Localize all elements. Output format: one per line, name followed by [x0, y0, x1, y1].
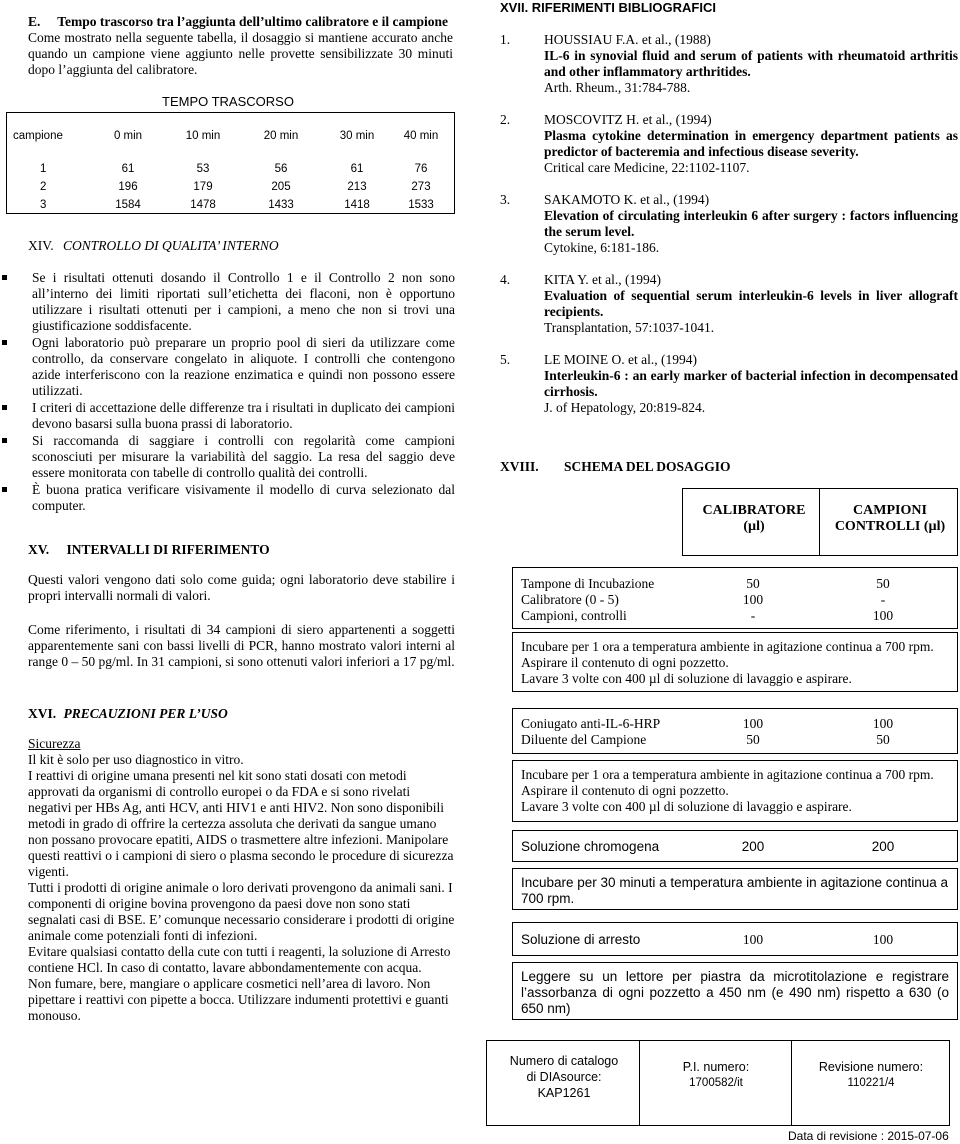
instruction-line: Incubare per 1 ora a temperatura ambiente in agitazione continua a 700 rpm.: [521, 639, 934, 654]
instruction-line: Lavare 3 volte con 400 µl di soluzione di lavaggio e aspirare.: [521, 671, 852, 686]
incubation-step-2: [512, 760, 958, 822]
revision-date: Data di revisione : 2015-07-06: [788, 1129, 949, 1143]
revision-number-value: 110221/4: [847, 1077, 895, 1089]
control-volume: -: [880, 592, 886, 607]
reference-number: 1.: [500, 32, 511, 47]
paragraph: I reattivi di origine umana presenti nel kit sono stati dosati con metodi approvati da organismi di controllo europei o da FDA e si sono rivelati negativi per HBs Ag, anti HCV, anti HIV1 e anti HIV2. Non sono disponibili metodi in grado di offrire la certezza assoluta che derivati da sangue umano non possano provocare epatiti, AIDS o trasmettere altre infezioni. Manipolare questi reattivi o i campioni di siero o plasma secondo le procedure di sicurezza vigenti.: [28, 768, 454, 879]
calibrator-volume: 100: [742, 592, 764, 607]
section-xiv-title: CONTROLLO DI QUALITA’ INTERNO: [63, 238, 279, 253]
incubation-step-1: [512, 632, 958, 692]
section-e-heading: E. Tempo trascorso tra l’aggiunta dell’ultimo calibratore e il campione: [28, 14, 448, 29]
section-xvi-body: [28, 736, 455, 1024]
table-cell: 53: [196, 163, 210, 175]
calibrator-column-header: CALIBRATORE (µl): [702, 503, 806, 534]
reference-title: Plasma cytokine determination in emergency department patients as predictor of bacteremia and infectious disease severity.: [544, 128, 958, 159]
paragraph: Evitare qualsiasi contatto della cute con tutti i reagenti, la soluzione di Arresto contiene HCl. In caso di contatto, lavare abbondamentemente con acqua.: [28, 944, 451, 975]
table-cell: 205: [271, 181, 291, 193]
table-cell: 76: [414, 163, 428, 175]
table-cell: 61: [121, 163, 135, 175]
section-xv-num: XV.: [28, 542, 50, 557]
calibrator-volume: -: [750, 608, 756, 623]
dosage-step-1: [512, 567, 958, 629]
reference-journal: Cytokine, 6:181-186.: [544, 240, 660, 255]
step-label: Tampone di Incubazione: [521, 576, 655, 591]
time-table-header-row: [12, 122, 448, 150]
section-xv-p1: Questi valori vengono dati solo come guida; ogni laboratorio deve stabilire i propri intervalli normali di valori.: [28, 572, 455, 603]
table-row: [12, 196, 448, 214]
table-cell: 213: [347, 181, 367, 193]
section-xiv-bullets: [0, 270, 455, 515]
table-cell: 3: [40, 199, 47, 211]
section-xv-heading: [28, 542, 270, 558]
reading-step: [512, 962, 958, 1020]
control-volume: 50: [876, 576, 890, 591]
reference-title: Elevation of circulating interleukin 6 after surgery : factors influencing the serum level.: [544, 208, 958, 239]
instruction-line: Lavare 3 volte con 400 µl di soluzione di lavaggio e aspirare.: [521, 799, 852, 814]
reference-item: [500, 192, 958, 256]
reference-journal: Arth. Rheum., 31:784-788.: [544, 80, 691, 95]
dosage-column-headers: [682, 488, 958, 556]
calibrator-volume: 200: [741, 839, 765, 854]
table-header: 30 min: [339, 130, 375, 142]
paragraph: Tutti i prodotti di origine animale o loro derivati provengono da animali sani. I componenti di origine bovina provengono da paesi dove non sono stati segnalati casi di BSE. E’ comunque necessario considerare i prodotti di origine animale come potenziali fonti di infezioni.: [28, 880, 455, 943]
table-header: 40 min: [403, 130, 439, 142]
step-label: Diluente del Campione: [521, 732, 647, 747]
table-cell: 196: [118, 181, 138, 193]
table-header: 0 min: [113, 130, 143, 142]
calibrator-volume: 50: [746, 576, 760, 591]
revision-number-label: Revisione numero:: [818, 1060, 924, 1074]
reference-authors: LE MOINE O. et al., (1994): [544, 352, 697, 367]
controls-column-header: CAMPIONI CONTROLLI (µl): [834, 503, 946, 534]
step-label: Soluzione di arresto: [521, 932, 641, 947]
section-xv-p2: Come riferimento, i risultati di 34 campioni di siero appartenenti a soggetti apparentemente sani con bassi livelli di PCR, hanno mostrato valori interni al range 0 – 50 pg/ml. In 31 campioni, si sono ottenuti valori inferiori a 17 pg/ml.: [28, 622, 455, 669]
table-row: [12, 178, 448, 196]
table-cell: 1584: [115, 199, 141, 211]
dosage-step-chromogen: [512, 830, 958, 862]
reference-authors: SAKAMOTO K. et al., (1994): [544, 192, 710, 207]
safety-subtitle: Sicurezza: [28, 736, 81, 751]
list-item: Se i risultati ottenuti dosando il Controllo 1 e il Controllo 2 non sono all’interno dei limiti riportati sull’etichetta dei flaconi, non è opportuno utilizzare i risultati ottenuti per i campioni, a meno che non si trovi una giustificazione soddisfacente.: [0, 270, 455, 334]
section-xvi-num: XVI.: [28, 706, 57, 721]
paragraph: Non fumare, bere, mangiare o applicare cosmetici nell’area di lavoro. Non pipettare i reattivi con pipette a bocca. Utilizzare indumenti protettivi e guanti monouso.: [28, 976, 449, 1023]
reference-title: Interleukin-6 : an early marker of bacterial infection in decompensated cirrhosis.: [544, 368, 958, 399]
step-label: Coniugato anti-IL-6-HRP: [521, 716, 661, 731]
table-cell: 1533: [408, 199, 434, 211]
section-xviii-title: SCHEMA DEL DOSAGGIO: [564, 459, 731, 474]
table-header: 10 min: [185, 130, 221, 142]
table-cell: 2: [40, 181, 47, 193]
table-cell: 1478: [190, 199, 216, 211]
section-e-text: Come mostrato nella seguente tabella, il dosaggio si mantiene accurato anche quando un campione viene aggiunto nelle provette sensibilizzate 30 minuti dopo l’aggiunta del calibratore.: [28, 30, 453, 77]
table-header: 20 min: [263, 130, 299, 142]
reference-number: 3.: [500, 192, 511, 207]
control-volume: 50: [876, 732, 890, 747]
reference-journal: Critical care Medicine, 22:1102-1107.: [544, 160, 750, 175]
list-item: Si raccomanda di saggiare i controlli con regolarità come campioni sconosciuti per misurare la variabilità del saggio. La resa del saggio deve essere monitorata con tabelle di controllo qualità dei controlli.: [0, 433, 455, 481]
reference-title: IL-6 in synovial fluid and serum of patients with rheumatoid arthritis and other inflammatory arthritides.: [544, 48, 958, 79]
section-xiv-heading: [28, 238, 448, 254]
pi-number-value: 1700582/it: [689, 1077, 743, 1089]
step-label: Soluzione chromogena: [521, 839, 660, 854]
table-cell: 273: [411, 181, 431, 193]
step-label: Campioni, controlli: [521, 608, 627, 623]
section-e: [28, 14, 453, 78]
reference-journal: Transplantation, 57:1037-1041.: [544, 320, 715, 335]
reference-number: 4.: [500, 272, 511, 287]
instruction-line: Leggere su un lettore per piastra da microtitolazione e registrare l’assorbanza di ogni pozzetto a 450 nm (e 490 nm) rispetto a 630 (o 650 nm): [521, 969, 949, 1016]
reference-item: [500, 272, 958, 336]
dosage-step-stop: [512, 922, 958, 956]
calibrator-volume: 100: [742, 716, 764, 731]
table-cell: 1: [40, 163, 47, 175]
instruction-line: Incubare per 1 ora a temperatura ambiente in agitazione continua a 700 rpm.: [521, 767, 934, 782]
time-table-title: TEMPO TRASCORSO: [162, 94, 294, 109]
section-xiv-num: XIV.: [28, 238, 54, 253]
step-label: Calibratore (0 - 5): [521, 592, 619, 607]
pi-number-label: P.I. numero:: [682, 1060, 750, 1074]
instruction-line: Aspirare il contenuto di ogni pozzetto.: [521, 783, 729, 798]
table-cell: 1433: [268, 199, 294, 211]
table-cell: 1418: [344, 199, 370, 211]
table-row: [12, 160, 448, 178]
reference-journal: J. of Hepatology, 20:819-824.: [544, 400, 706, 415]
reference-title: Evaluation of sequential serum interleukin-6 levels in liver allograft recipients.: [544, 288, 958, 319]
reference-authors: HOUSSIAU F.A. et al., (1988): [544, 32, 711, 47]
reference-authors: KITA Y. et al., (1994): [544, 272, 662, 287]
catalog-number: Numero di catalogo di DIAsource: KAP1261: [509, 1054, 619, 1100]
reference-authors: MOSCOVITZ H. et al., (1994): [544, 112, 712, 127]
control-volume: 200: [871, 839, 895, 854]
table-cell: 61: [350, 163, 364, 175]
reference-item: [500, 32, 958, 96]
reference-item: [500, 112, 958, 176]
instruction-line: Incubare per 30 minuti a temperatura ambiente in agitazione continua a 700 rpm.: [521, 875, 949, 906]
section-xvi-title: PRECAUZIONI PER L’USO: [63, 706, 228, 721]
references-list: [500, 32, 958, 416]
section-xvii-heading: XVII. RIFERIMENTI BIBLIOGRAFICI: [500, 0, 716, 15]
control-volume: 100: [872, 716, 894, 731]
calibrator-volume: 100: [742, 932, 764, 947]
dosage-step-2: [512, 708, 958, 754]
calibrator-volume: 50: [746, 732, 760, 747]
section-xvi-heading: [28, 706, 228, 722]
footer-info-box: [486, 1040, 950, 1126]
list-item: I criteri di accettazione delle differenze tra i risultati in duplicato dei campioni devono basarsi sulla buona prassi di laboratorio.: [0, 400, 455, 432]
incubation-step-3: [512, 868, 958, 910]
time-table: [12, 122, 448, 214]
list-item: Ogni laboratorio può preparare un proprio pool di sieri da utilizzare come controllo, da conservare congelato in aliquote. I controlli che contengono azide interferiscono con la reazione enzimatica e quindi non possono essere utilizzati.: [0, 335, 455, 399]
instruction-line: Aspirare il contenuto di ogni pozzetto.: [521, 655, 729, 670]
table-cell: 179: [193, 181, 213, 193]
table-header: campione: [13, 130, 63, 142]
section-xviii-num: XVIII.: [500, 459, 539, 474]
paragraph: Il kit è solo per uso diagnostico in vitro.: [28, 752, 244, 767]
control-volume: 100: [872, 932, 894, 947]
section-xv-title: INTERVALLI DI RIFERIMENTO: [66, 542, 270, 557]
reference-number: 5.: [500, 352, 511, 367]
control-volume: 100: [872, 608, 894, 623]
reference-item: [500, 352, 958, 416]
list-item: È buona pratica verificare visivamente il modello di curva selezionato dal computer.: [0, 482, 455, 514]
table-cell: 56: [274, 163, 288, 175]
section-xviii-heading: [500, 459, 731, 475]
reference-number: 2.: [500, 112, 511, 127]
